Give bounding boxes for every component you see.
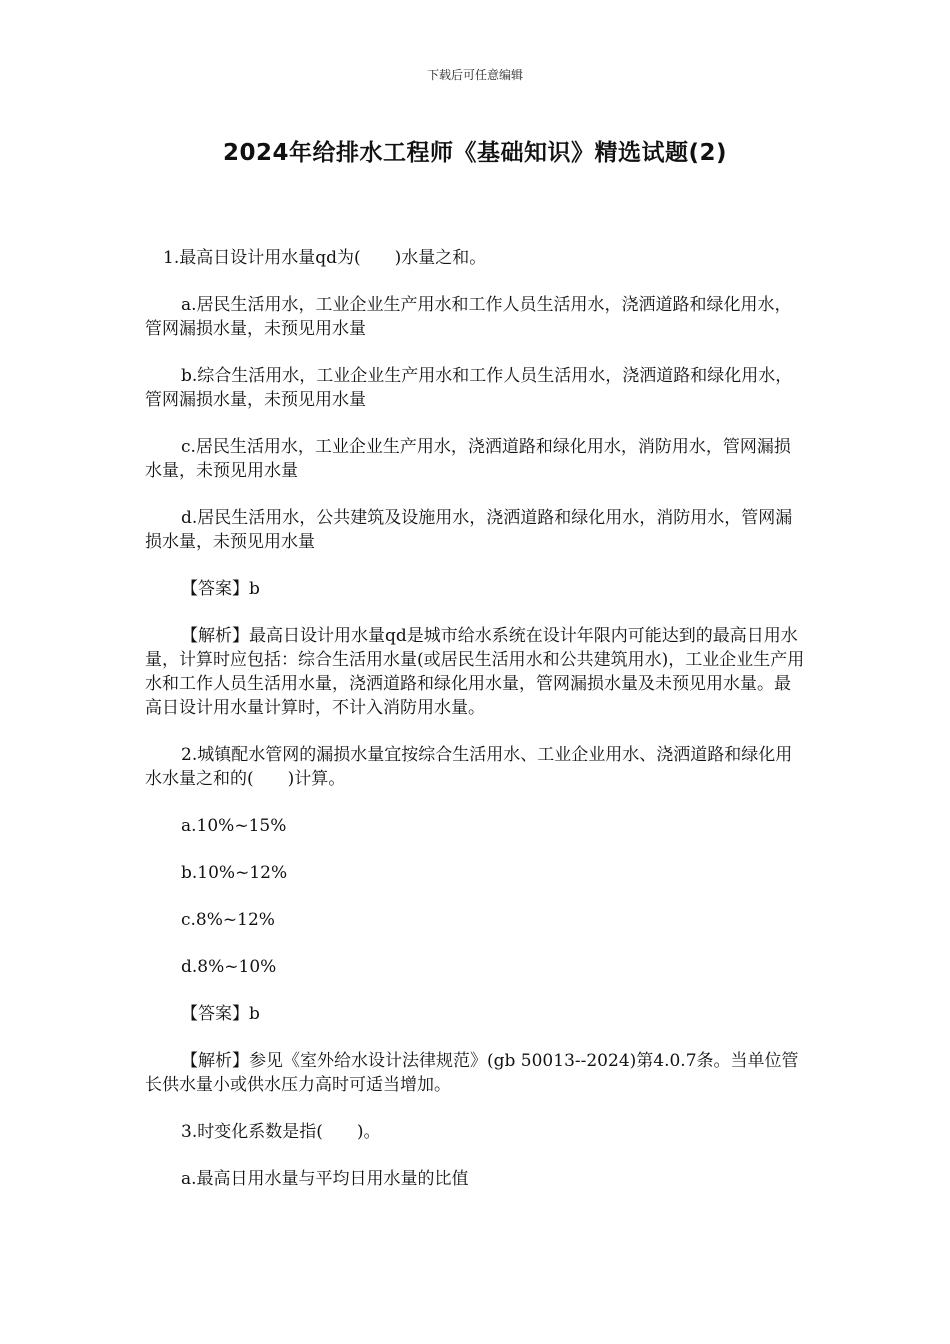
- question-1-option-d: d.居民生活用水，公共建筑及设施用水，浇洒道路和绿化用水，消防用水，管网漏损水量，未预见用水量: [145, 508, 793, 552]
- question-1-option-a: a.居民生活用水，工业企业生产用水和工作人员生活用水，浇洒道路和绿化用水，管网漏损水量，未预见用水量: [145, 295, 792, 339]
- question-2-option-b: b.10%~12%: [181, 863, 288, 883]
- document-body: [145, 246, 807, 1214]
- question-2-option-d: d.8%~10%: [181, 957, 277, 977]
- question-3-stem: 3.时变化系数是指( )。: [181, 1122, 381, 1142]
- page-title: 2024年给排水工程师《基础知识》精选试题(2): [222, 140, 728, 166]
- question-2-stem: 2.城镇配水管网的漏损水量宜按综合生活用水、工业企业用水、浇洒道路和绿化用水水量之和的( )计算。: [145, 745, 793, 789]
- question-2-option-a: a.10%~15%: [181, 816, 287, 836]
- question-2-option-c: c.8%~12%: [181, 910, 275, 930]
- question-1-answer: 【答案】b: [181, 579, 260, 599]
- question-3-option-a: a.最高日用水量与平均日用水量的比值: [181, 1169, 469, 1189]
- question-2-analysis: 【解析】参见《室外给水设计法律规范》(gb 50013--2024)第4.0.7条。当单位管长供水量小或供水压力高时可适当增加。: [145, 1051, 799, 1095]
- question-1-option-b: b.综合生活用水，工业企业生产用水和工作人员生活用水，浇洒道路和绿化用水，管网漏损水量，未预见用水量: [145, 366, 793, 410]
- question-1-option-c: c.居民生活用水，工业企业生产用水，浇洒道路和绿化用水，消防用水，管网漏损水量，未预见用水量: [145, 437, 791, 481]
- header-note: 下载后可任意编辑: [426, 68, 523, 82]
- question-1-analysis: 【解析】最高日设计用水量qd是城市给水系统在设计年限内可能达到的最高日用水量，计算时应包括：综合生活用水量(或居民生活用水和公共建筑用水)，工业企业生产用水和工作人员生活用水量，浇洒道路和绿化用水量，管网漏损水量及未预见用水量。最高日设计用水量计算时，不计入消防用水量。: [145, 626, 805, 718]
- question-1-stem: 1.最高日设计用水量qd为( )水量之和。: [163, 248, 487, 268]
- question-2-answer: 【答案】b: [181, 1004, 260, 1024]
